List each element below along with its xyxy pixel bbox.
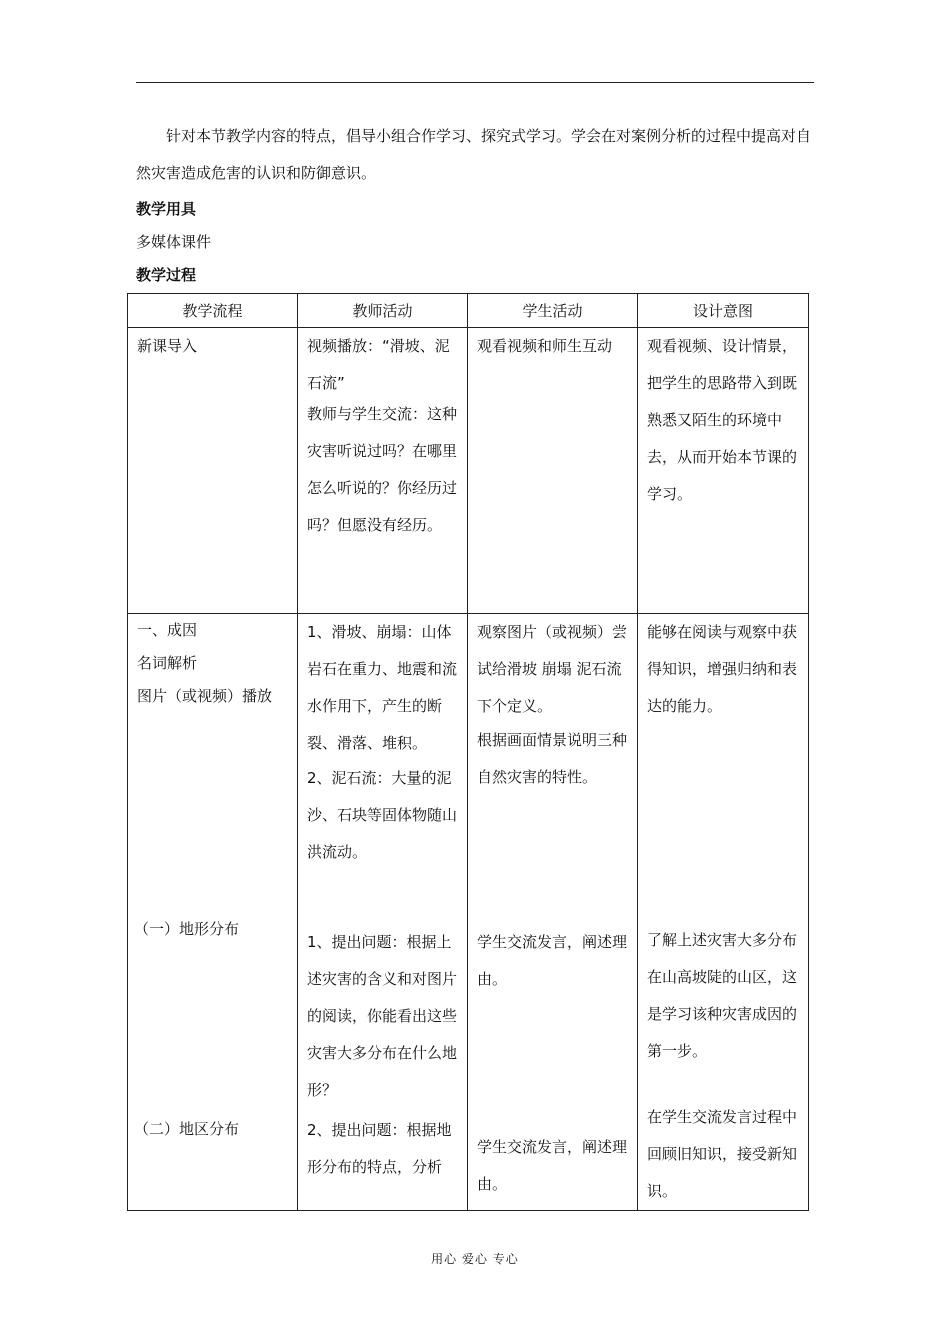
row2-flow-media: 图片（或视频）播放 [137, 687, 273, 705]
teaching-process-table [127, 293, 809, 1211]
row1-flow: 新课导入 [137, 337, 198, 355]
row2-flow-cause: 一、成因 [137, 621, 198, 639]
row2-intent-ability: 能够在阅读与观察中获得知识，增强归纳和表达的能力。 [647, 623, 798, 715]
row1-intent: 观看视频、设计情景，把学生的思路带入到既熟悉又陌生的环境中去，从而开始本节课的学习。 [647, 337, 798, 503]
page-footer: 用心 爱心 专心 [431, 1252, 519, 1266]
row2-student-describe: 根据画面情景说明三种自然灾害的特性。 [477, 731, 628, 786]
row2-intent-distribution: 了解上述灾害大多分布在山高坡陡的山区，这是学习该种灾害成因的第一步。 [647, 931, 798, 1060]
table-header-row [128, 294, 809, 328]
table-row [128, 328, 809, 614]
row2-student-discuss2: 学生交流发言，阐述理由。 [477, 1138, 628, 1193]
header-teacher: 教师活动 [298, 294, 468, 328]
row2-intent-review: 在学生交流发言过程中回顾旧知识，接受新知识。 [647, 1108, 798, 1200]
intro-paragraph: 针对本节教学内容的特点，倡导小组合作学习、探究式学习。学会在对案例分析的过程中提高对自然灾害造成危害的认识和防御意识。 [136, 127, 812, 182]
row2-flow-terms: 名词解析 [137, 654, 198, 672]
row2-flow-region: （二）地区分布 [134, 1120, 240, 1138]
process-heading: 教学过程 [136, 266, 197, 284]
header-intent: 设计意图 [638, 294, 809, 328]
row1-student: 观看视频和师生互动 [477, 337, 613, 355]
row2-teacher-mudflow: 2、泥石流：大量的泥沙、石块等固体物随山洪流动。 [307, 769, 458, 861]
header-flow: 教学流程 [128, 294, 298, 328]
row2-teacher-question1: 1、提出问题：根据上述灾害的含义和对图片的阅读，你能看出这些灾害大多分布在什么地形？ [307, 933, 458, 1099]
row2-teacher-landslide: 1、滑坡、崩塌：山体岩石在重力、地震和流水作用下，产生的断裂、滑落、堆积。 [307, 623, 458, 752]
row1-teacher-talk: 教师与学生交流：这种灾害听说过吗？在哪里怎么听说的？你经历过吗？但愿没有经历。 [307, 405, 458, 534]
row2-flow-terrain: （一）地形分布 [134, 920, 240, 938]
row2-student-observe: 观察图片（或视频）尝试给滑坡 崩塌 泥石流下个定义。 [477, 623, 628, 715]
header-student: 学生活动 [468, 294, 638, 328]
tools-text: 多媒体课件 [136, 233, 212, 251]
row2-student-discuss1: 学生交流发言，阐述理由。 [477, 933, 628, 988]
header-rule [136, 82, 814, 83]
tools-heading: 教学用具 [136, 200, 197, 218]
row2-teacher-question2: 2、提出问题：根据地形分布的特点，分析 [307, 1121, 452, 1176]
table-row [128, 614, 809, 1211]
row1-teacher-video: 视频播放：“滑坡、泥石流” [307, 337, 450, 392]
